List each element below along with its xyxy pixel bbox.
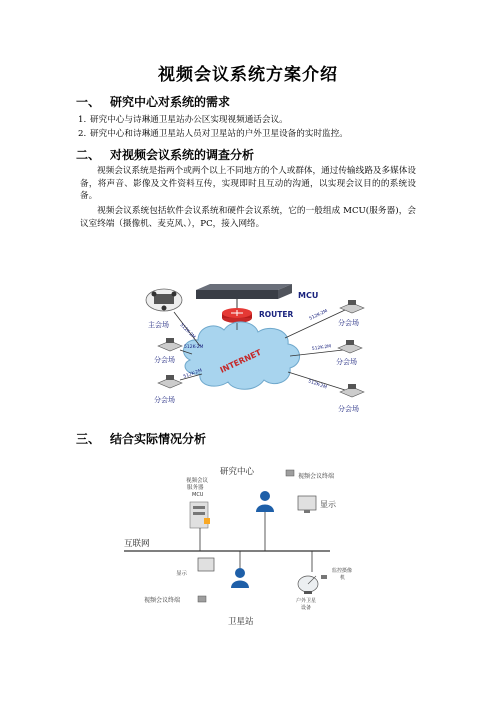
section-3-number: 三、 [76,432,101,446]
internet-label: 互联网 [124,539,150,549]
link-label: 512K-2M [178,322,196,341]
paragraph-1-text: 视频会议系统是指两个或两个以上不同地方的个人或群体，通过传输线路及多媒体设备，将声音、影像及文件资料互传，实现即时且互动的沟通，以实现会议目的的系统设备。 [80,166,416,201]
user-icon [231,568,249,588]
list-item-text: 研究中心与诗琳通卫星站办公区实现视频通话会议。 [90,115,288,125]
section-3-title: 结合实际情况分析 [110,432,207,446]
list-item-number: 2. [78,129,87,139]
deployment-diagram [120,460,390,630]
router-label: ROUTER [259,310,294,319]
branch-site-label: 分会场 [338,319,359,327]
research-center-label: 研究中心 [220,467,255,477]
paragraph-2-text: 视频会议系统包括软件会议系统和硬件会议系统，它的一般组成 MCU(服务器)，会议室终端（摄像机、麦克风、），PC，接入网络。 [80,206,416,229]
main-site-meeting-room-icon [146,289,182,311]
server-label-line-1: 视频会议 [186,478,209,484]
page-title: 视频会议系统方案介绍 [158,65,338,85]
network-topology-diagram [140,250,380,420]
satellite-station-label: 卫星站 [228,617,254,627]
link-label: 512K-2M [308,309,329,322]
link-label: 512K-2M [311,344,332,352]
section-2-title: 对视频会议系统的调查分析 [110,148,255,162]
monitor-icon [298,496,316,513]
outdoor-equipment-label-line-1: 户外卫星 [296,598,317,604]
list-item [78,113,288,125]
list-item-text: 研究中心和诗琳通卫星站人员对卫星站的户外卫星设备的实时监控。 [90,129,348,139]
user-icon [256,491,274,512]
list-item [78,127,348,139]
branch-site-label: 分会场 [338,405,359,413]
server-label-line-2: 服务器 [187,485,204,491]
terminal-icon [158,338,182,351]
display-small-label: 显示 [176,571,188,577]
section-1-number: 一、 [76,95,101,109]
camera-terminal-icon [198,596,206,602]
terminal-icon [158,375,182,388]
link-label: 512K-2M [307,379,328,391]
branch-site-label: 分会场 [154,396,175,404]
section-1-heading [76,93,230,110]
satellite-dish-icon [298,576,318,594]
camera-icon [321,575,327,579]
terminal-bottom-label: 视频会议终端 [144,597,181,604]
server-icon [190,502,210,528]
section-2-heading [76,146,254,163]
section-1-title: 研究中心对系统的需求 [110,95,231,109]
terminal-label: 视频会议终端 [298,473,335,480]
section-2-number: 二、 [76,148,101,162]
camera-terminal-icon [286,470,294,476]
router-icon [222,308,252,323]
paragraph-1 [80,165,416,203]
mcu-label: MCU [298,291,319,300]
terminal-icon [340,384,364,397]
outdoor-equipment-label-line-2: 设备 [301,605,312,611]
internet-label: INTERNET [218,347,263,375]
link-label: 512K-2M [182,368,203,380]
section-3-heading [76,430,206,447]
mcu-server-icon [196,284,292,299]
paragraph-2 [80,205,416,230]
server-label-line-3: MCU [192,492,204,498]
branch-site-label: 分会场 [154,356,175,364]
camera-label-line-2: 机 [340,575,346,581]
list-item-number: 1. [78,115,87,125]
link-label: 512K-2M [184,345,204,350]
camera-label-line-1: 监控摄像 [332,568,353,574]
display-label: 显示 [320,500,336,509]
monitor-icon [198,558,214,571]
main-site-label: 主会场 [148,321,169,329]
branch-site-label: 分会场 [336,358,357,366]
terminal-icon [338,340,362,353]
